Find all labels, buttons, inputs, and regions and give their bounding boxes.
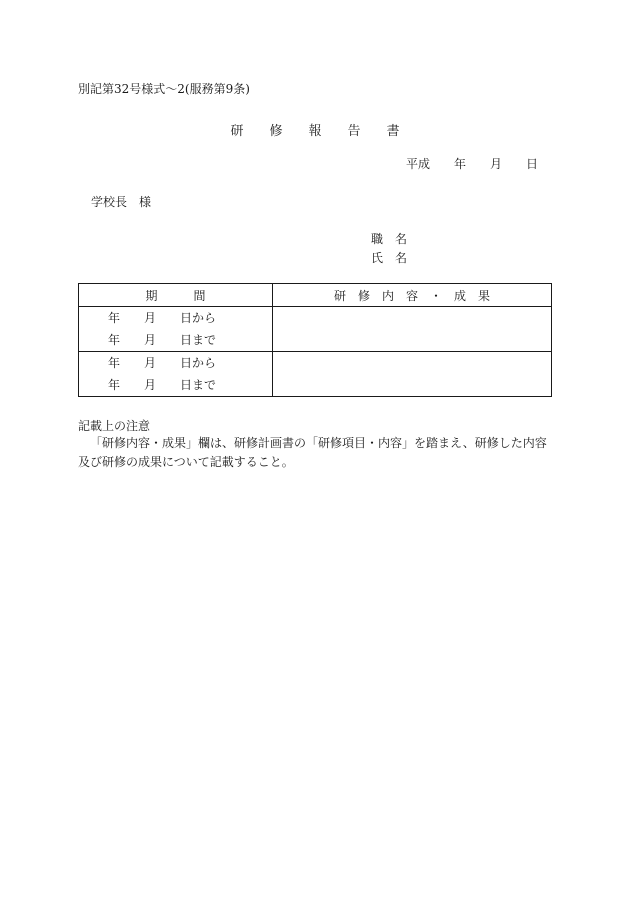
addressee: 学校長 様 bbox=[91, 195, 152, 209]
period-cell bbox=[79, 307, 273, 352]
position-label: 職 名 bbox=[371, 232, 408, 246]
content-header: 研 修 内 容 ・ 成 果 bbox=[273, 284, 552, 307]
period-from: 年 月 日から bbox=[108, 311, 217, 325]
name-label: 氏 名 bbox=[371, 251, 408, 265]
period-header: 期 間 bbox=[79, 284, 273, 307]
table-header-row bbox=[79, 284, 552, 307]
period-to: 年 月 日まで bbox=[108, 333, 217, 347]
period-from: 年 月 日から bbox=[108, 356, 217, 370]
period-cell bbox=[79, 352, 273, 397]
notes-body: 「研修内容・成果」欄は、研修計画書の「研修項目・内容」を踏まえ、研修した内容及び研修の成果について記載すること。 bbox=[78, 436, 547, 469]
notes-title: 記載上の注意 bbox=[78, 419, 151, 433]
document-title: 研 修 報 告 書 bbox=[230, 124, 400, 139]
form-identifier: 別記第32号様式〜2(服務第9条) bbox=[78, 82, 250, 96]
content-cell[interactable] bbox=[273, 307, 552, 352]
table-row bbox=[79, 352, 552, 397]
table-row bbox=[79, 307, 552, 352]
date-line: 平成 年 月 日 bbox=[406, 157, 539, 171]
report-table bbox=[78, 283, 552, 397]
content-cell[interactable] bbox=[273, 352, 552, 397]
period-to: 年 月 日まで bbox=[108, 378, 217, 392]
